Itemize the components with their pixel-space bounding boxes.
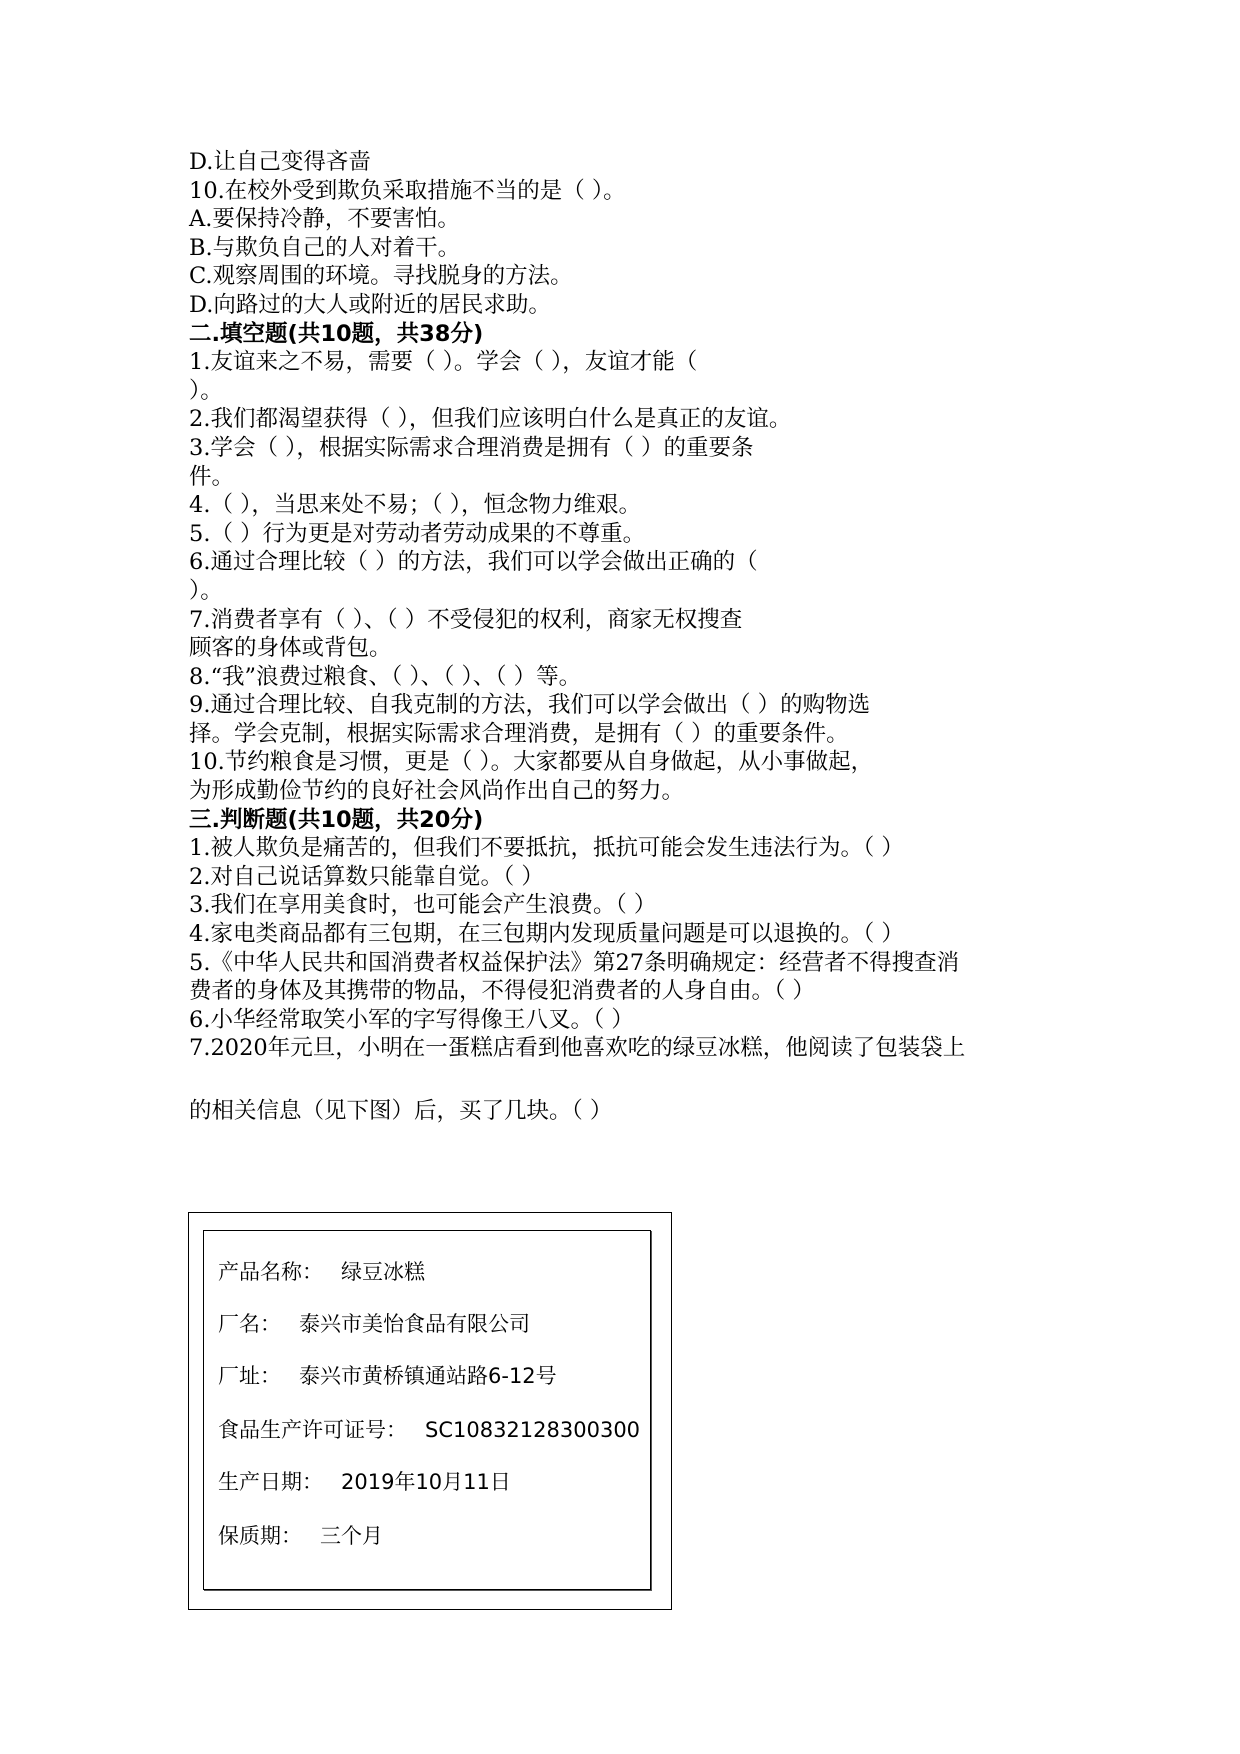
judge-line: 7.2020年元旦，小明在一蛋糕店看到他喜欢吃的绿豆冰糕，他阅读了包装袋上	[189, 1035, 966, 1062]
option-b-q10: B.与欺负自己的人对着干。	[189, 234, 461, 261]
question-10: 10.在校外受到欺负采取措施不当的是（ ）。	[189, 177, 626, 204]
label-value: 三个月	[320, 1524, 383, 1548]
fill-line: 6.通过合理比较（ ）的方法，我们可以学会做出正确的（	[189, 549, 758, 576]
fill-line: 择。学会克制，根据实际需求合理消费，是拥有（ ）的重要条件。	[189, 720, 849, 747]
fill-line: ）。	[189, 577, 223, 604]
product-label-inner-frame	[203, 1230, 651, 1590]
fill-line: 顾客的身体或背包。	[189, 635, 392, 662]
worksheet-content	[189, 148, 1059, 1126]
label-value: SC10832128300300	[425, 1418, 641, 1442]
fill-line: 4.（ ），当思来处不易；（ ），恒念物力维艰。	[189, 492, 642, 519]
section-heading-true-false: 三.判断题(共10题，共20分)	[189, 806, 484, 833]
fill-line: ）。	[189, 377, 223, 404]
judge-line: 费者的身体及其携带的物品，不得侵犯消费者的人身自由。（ ）	[189, 978, 815, 1005]
fill-line: 8.“我”浪费过粮食、（ ）、（ ）、（ ）等。	[189, 663, 582, 690]
fill-line: 5.（ ）行为更是对劳动者劳动成果的不尊重。	[189, 520, 646, 547]
fill-line: 10.节约粮食是习惯，更是（ ）。大家都要从自身做起，从小事做起，	[189, 749, 874, 776]
option-c-q10: C.观察周围的环境。寻找脱身的方法。	[189, 263, 573, 290]
judge-line: 6.小华经常取笑小军的字写得像王八叉。（ ）	[189, 1006, 634, 1033]
fill-line: 件。	[189, 463, 235, 490]
product-label-figure	[188, 1212, 672, 1610]
label-key: 产品名称：	[218, 1260, 323, 1284]
fill-line: 7.消费者享有（ ）、（ ）不受侵犯的权利，商家无权搜查	[189, 606, 743, 633]
judge-line-continuation: 的相关信息（见下图）后，买了几块。（ ）	[189, 1098, 613, 1124]
judge-line: 4.家电类商品都有三包期，在三包期内发现质量问题是可以退换的。（ ）	[189, 921, 904, 948]
label-key: 厂名：	[218, 1312, 281, 1336]
label-key: 食品生产许可证号：	[218, 1418, 407, 1442]
fill-line: 3.学会（ ），根据实际需求合理消费是拥有（ ）的重要条	[189, 434, 754, 461]
label-key: 保质期：	[218, 1524, 302, 1548]
label-value: 绿豆冰糕	[341, 1260, 425, 1284]
fill-line: 2.我们都渴望获得（ ），但我们应该明白什么是真正的友谊。	[189, 406, 792, 433]
fill-line: 1.友谊来之不易，需要（ ）。学会（ ），友谊才能（	[189, 349, 698, 376]
section-heading-fill-in: 二.填空题(共10题，共38分)	[189, 320, 484, 347]
judge-line: 5.《中华人民共和国消费者权益保护法》第27条明确规定：经营者不得搜查消	[189, 949, 960, 976]
fill-line: 9.通过合理比较、自我克制的方法，我们可以学会做出（ ）的购物选	[189, 692, 871, 719]
label-row-address	[218, 1361, 557, 1391]
label-row-production-date	[218, 1467, 511, 1497]
label-key: 生产日期：	[218, 1470, 323, 1494]
option-d-q10: D.向路过的大人或附近的居民求助。	[189, 291, 551, 318]
judge-line: 1.被人欺负是痛苦的，但我们不要抵抗，抵抗可能会发生违法行为。（ ）	[189, 835, 904, 862]
judge-line: 3.我们在享用美食时，也可能会产生浪费。（ ）	[189, 892, 657, 919]
judge-line: 2.对自己说话算数只能靠自觉。（ ）	[189, 863, 544, 890]
option-d-q9: D.让自己变得吝啬	[189, 149, 371, 175]
option-a-q10: A.要保持冷静，不要害怕。	[189, 206, 460, 233]
label-row-manufacturer	[218, 1309, 530, 1339]
label-row-license	[218, 1415, 640, 1445]
label-value: 泰兴市黄桥镇通站路6-12号	[299, 1364, 557, 1388]
fill-line: 为形成勤俭节约的良好社会风尚作出自己的努力。	[189, 778, 685, 805]
label-row-shelf-life	[218, 1521, 383, 1551]
label-row-product-name	[218, 1257, 425, 1287]
label-key: 厂址：	[218, 1364, 281, 1388]
label-value: 泰兴市美怡食品有限公司	[299, 1312, 530, 1336]
label-value: 2019年10月11日	[341, 1470, 511, 1494]
